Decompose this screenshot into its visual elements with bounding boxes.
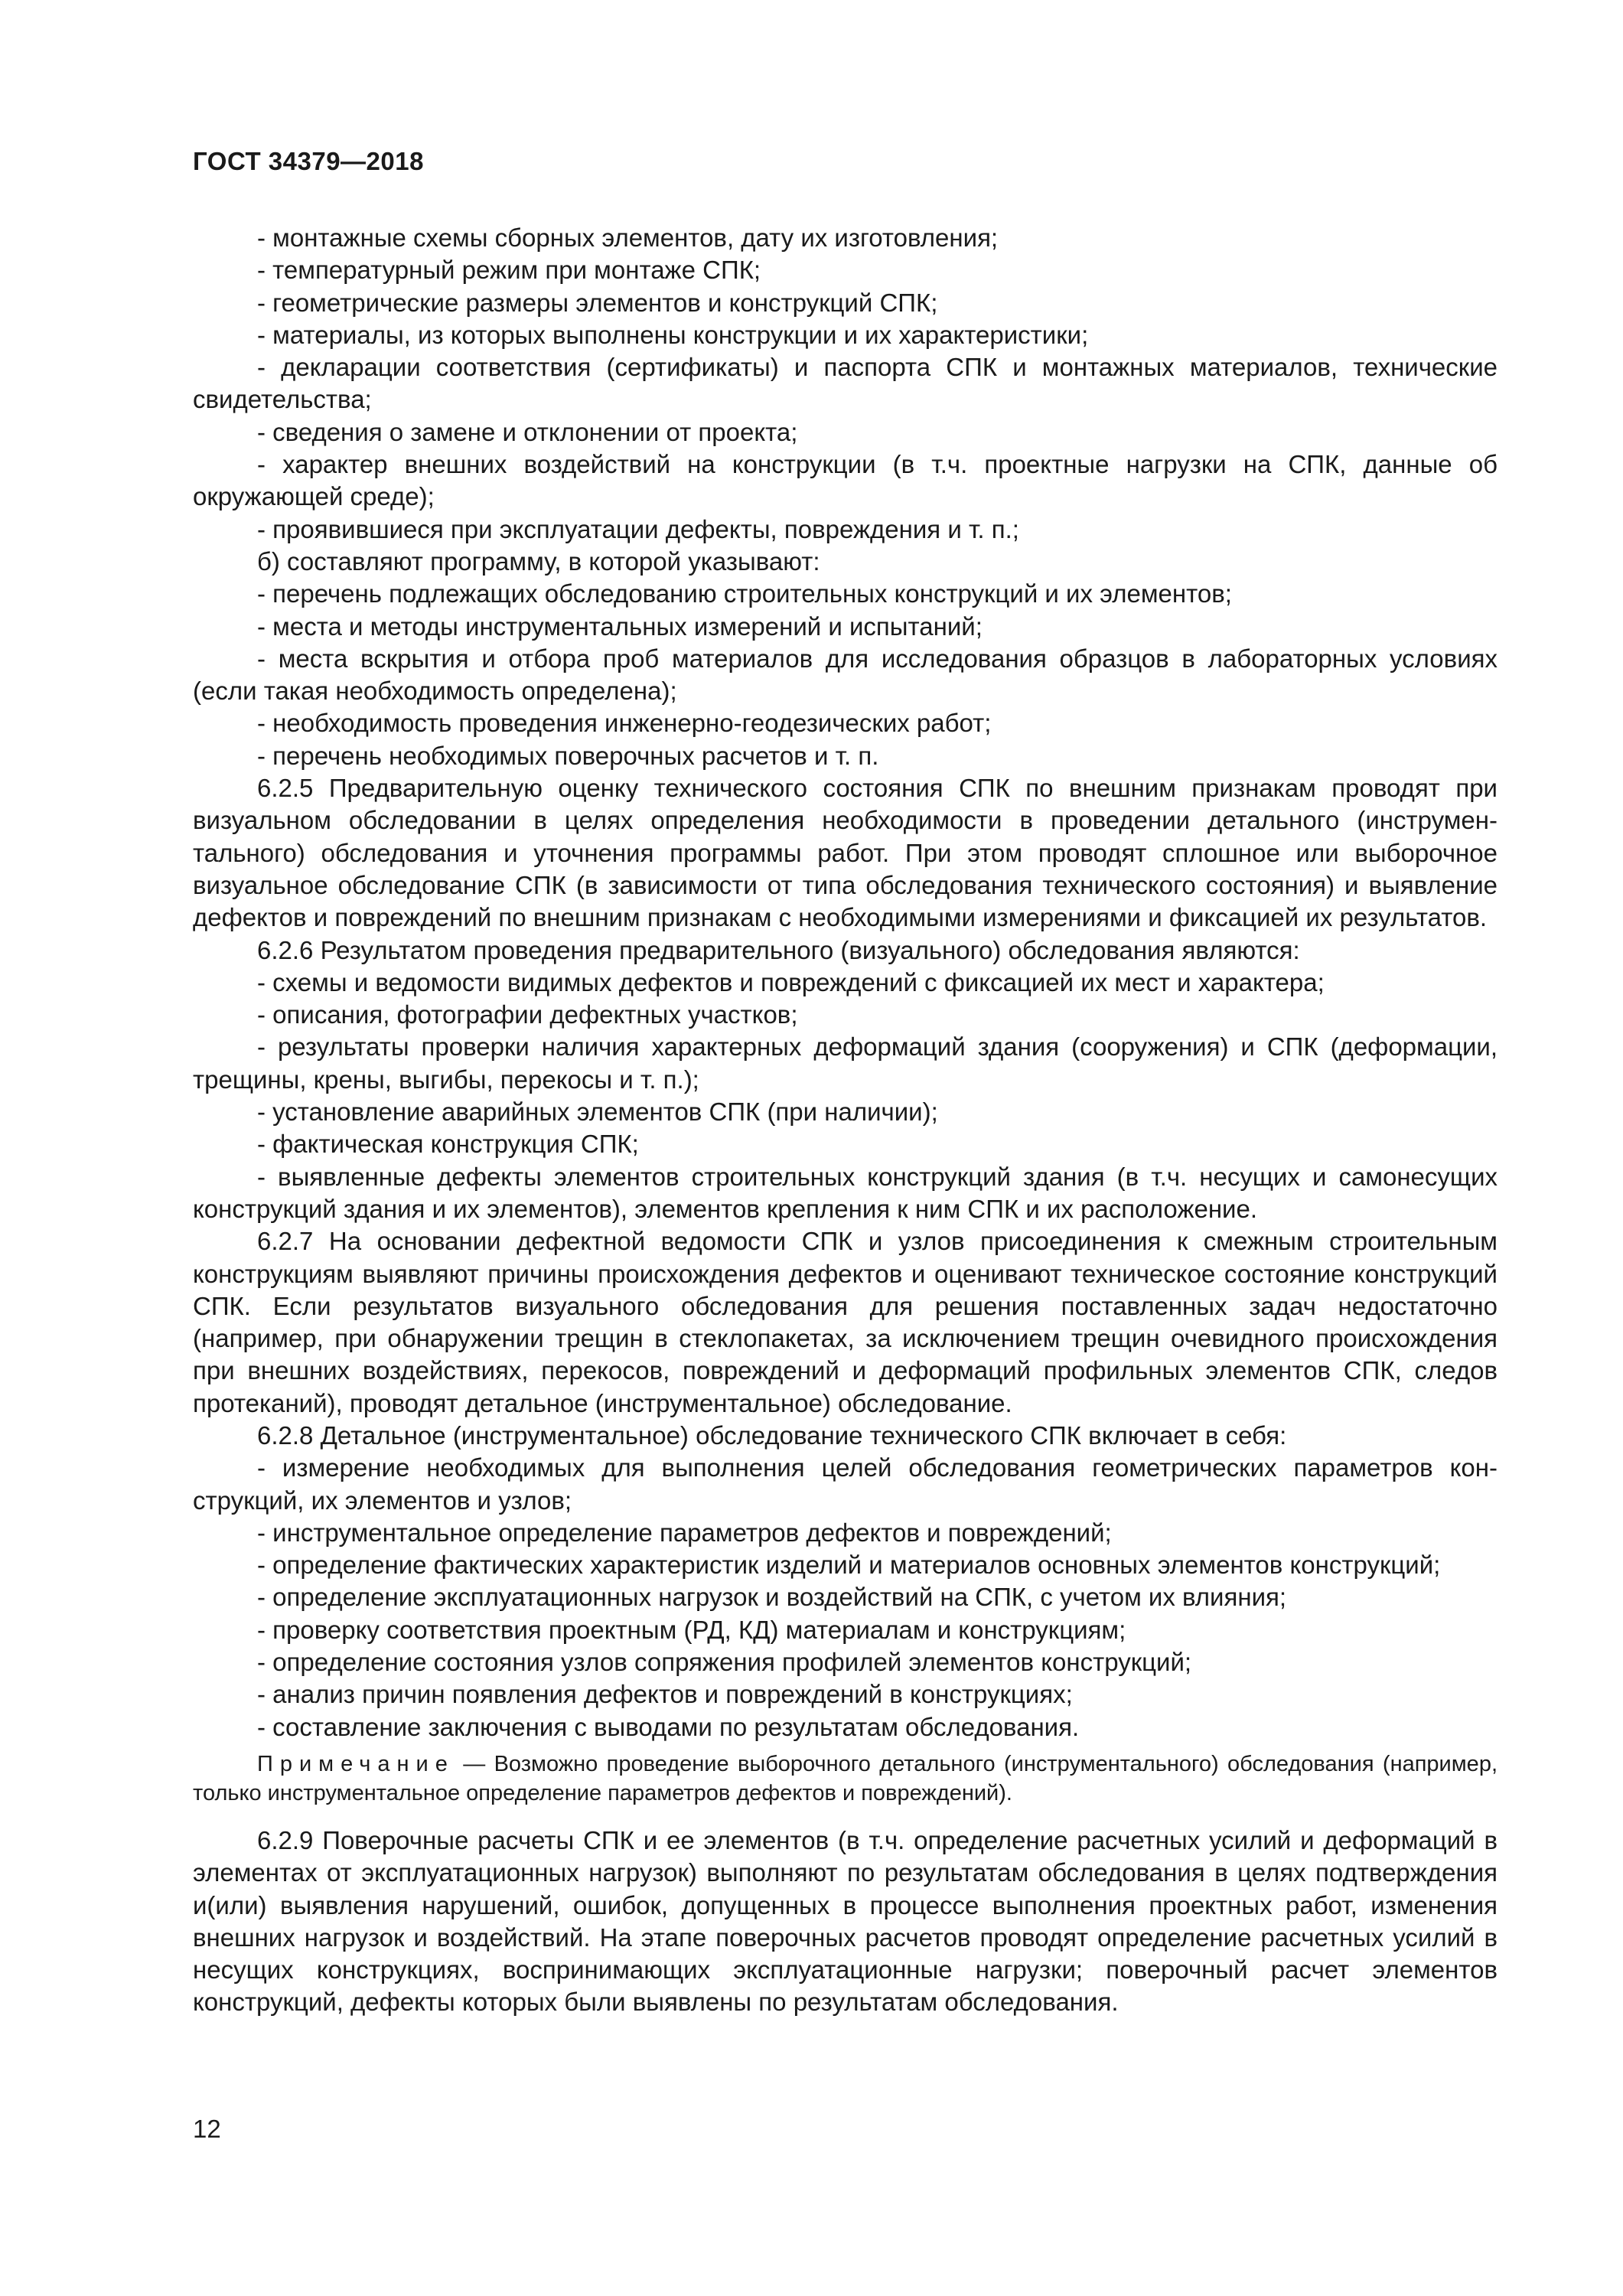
- list-item: - проявившиеся при эксплуатации дефекты, повреждения и т. п.;: [257, 514, 1019, 543]
- list-item: - установление аварийных элементов СПК (при наличии);: [257, 1097, 938, 1127]
- list-item: - описания, фотографии дефектных участков;: [257, 1000, 798, 1029]
- list-item: - места вскрытия и отбора проб материалов для исследования образцов в лабораторных условиях (если такая необходимость определена);: [193, 644, 1498, 706]
- list-item: - перечень необходимых поверочных расчетов и т. п.: [257, 741, 879, 770]
- document-body: [193, 222, 1498, 2019]
- list-item: - анализ причин появления дефектов и повреждений в конструкциях;: [257, 1680, 1073, 1709]
- list-item: - определение состояния узлов сопряжения профилей элементов конструкций;: [257, 1648, 1192, 1677]
- list-item: - определение фактических характеристик изделий и материалов основных элементов конструкций;: [257, 1551, 1441, 1580]
- list-item: - характер внешних воздействий на конструкции (в т.ч. проектные нагрузки на СПК, данные об окружающей среде);: [193, 450, 1498, 511]
- list-heading: б) составляют программу, в которой указывают:: [257, 546, 820, 576]
- document-code-header: ГОСТ 34379—2018: [193, 147, 424, 175]
- list-item: - перечень подлежащих обследованию строительных конструкций и их элементов;: [257, 579, 1232, 608]
- page-number: 12: [193, 2115, 221, 2143]
- list-item: - необходимость проведения инженерно-геодезических работ;: [257, 709, 992, 738]
- list-item: - схемы и ведомости видимых дефектов и повреждений с фиксацией их мест и характера;: [257, 967, 1325, 996]
- list-item: - результаты проверки наличия характерных деформаций здания (сооружения) и СПК (деформации, трещины, крены, выгибы, перекосы и т. п.);: [193, 1032, 1498, 1094]
- list-item: - декларации соответствия (сертификаты) и паспорта СПК и монтажных материалов, технические свидетельства;: [193, 353, 1498, 414]
- list-item: - материалы, из которых выполнены конструкции и их характеристики;: [257, 320, 1089, 349]
- section-paragraph: 6.2.9 Поверочные расчеты СПК и ее элементов (в т.ч. определение расчетных усилий и деформаций в элементах от эксплуатационных нагрузок) выполняют по результатам обследования в целях подтверждения и(или) выявления нарушений, ошибок, допущенных в процессе выполнения проектных работ, изменения внешних нагрузок и воздействий. На этапе поверочных расчетов проводят определение расчетных усилий в несущих конструкциях, воспринимающих эксплуатационные нагрузки; поверочный расчет элементов конструкций, дефекты которых были выявлены по результатам обследования.: [193, 1825, 1498, 2017]
- list-item: - температурный режим при монтаже СПК;: [257, 256, 761, 285]
- section-paragraph: 6.2.7 На основании дефектной ведомости СПК и узлов присоединения к смежным строительным конструкциям выявляют причины происхождения дефектов и оценивают техническое состояние конструкций СПК. Если результатов визуального обследования для решения поставленных задач недостаточно (например, при обнаружении трещин в стеклопакетах, за исключением трещин очевидного происхождения при внешних воздействиях, перекосов, повреждений и деформаций профильных элементов СПК, следов протеканий), проводят детальное (инструментальное) обследование.: [193, 1227, 1498, 1417]
- section-paragraph: 6.2.8 Детальное (инструментальное) обследование технического СПК включает в себя:: [257, 1420, 1287, 1450]
- list-item: - геометрические размеры элементов и конструкций СПК;: [257, 288, 938, 317]
- list-item: - монтажные схемы сборных элементов, дату их изготовления;: [257, 223, 999, 252]
- list-item: - измерение необходимых для выполнения целей обследования геометрических параметров конструкций, их элементов и узлов;: [193, 1453, 1498, 1515]
- list-item: - проверку соответствия проектным (РД, КД) материалам и конструкциям;: [257, 1615, 1126, 1644]
- section-paragraph: 6.2.6 Результатом проведения предварительного (визуального) обследования являются:: [257, 935, 1300, 964]
- list-item: - сведения о замене и отклонении от проекта;: [257, 417, 798, 446]
- note-label: Примечание: [257, 1751, 455, 1776]
- list-item: - фактическая конструкция СПК;: [257, 1130, 639, 1159]
- note-paragraph: [193, 1750, 1498, 1808]
- note-text: — Возможно проведение выборочного детального (инструментального) обследования (например, только инструментальное определение параметров дефектов и повреждений).: [193, 1751, 1498, 1805]
- list-item: - места и методы инструментальных измерений и испытаний;: [257, 612, 983, 641]
- list-item: - составление заключения с выводами по результатам обследования.: [257, 1712, 1080, 1741]
- list-item: - инструментальное определение параметров дефектов и повреждений;: [257, 1518, 1112, 1547]
- section-paragraph: 6.2.5 Предварительную оценку технического состояния СПК по внешним признакам проводят при визуальном обследовании в целях определения необходимости в проведении детального (инструментального) обследования и уточнения программы работ. При этом проводят сплошное или выборочное визуальное обследование СПК (в зависимости от типа обследования технического состояния) и выявление дефектов и повреждений по внешним признакам с необходимыми измерениями и фиксацией их результатов.: [193, 774, 1498, 932]
- list-item: - выявленные дефекты элементов строительных конструкций здания (в т.ч. несущих и самонесущих конструкций здания и их элементов), элементов крепления к ним СПК и их расположение.: [193, 1162, 1498, 1223]
- list-item: - определение эксплуатационных нагрузок и воздействий на СПК, с учетом их влияния;: [257, 1583, 1287, 1612]
